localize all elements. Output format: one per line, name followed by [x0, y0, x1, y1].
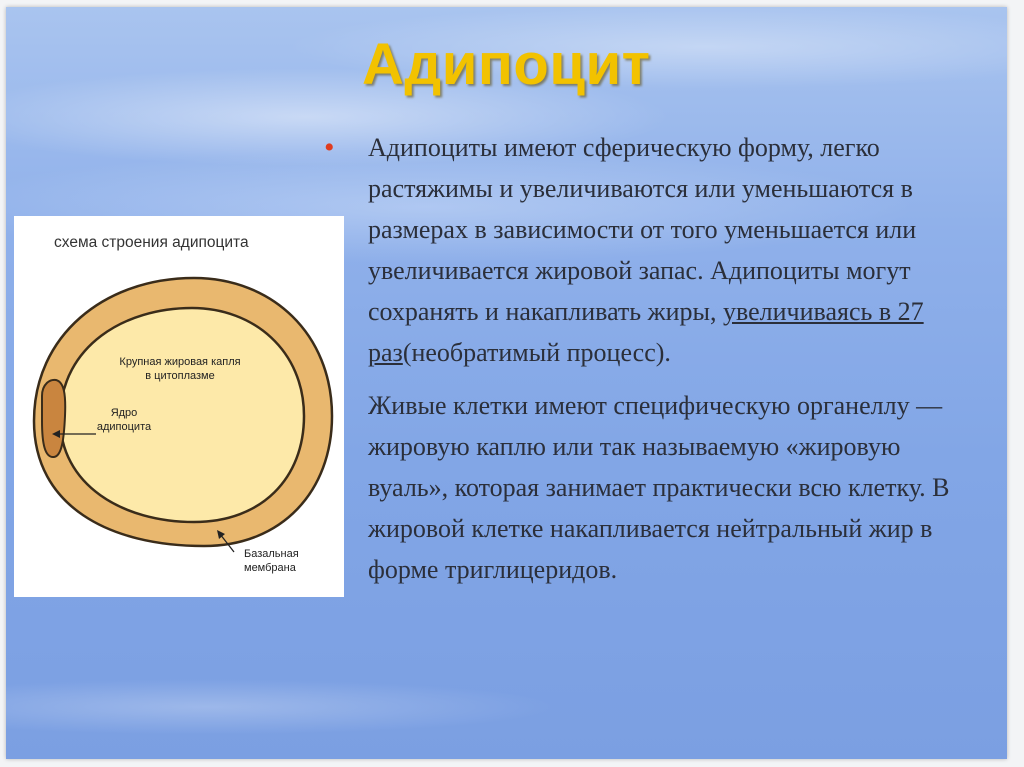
- adipocyte-diagram: [14, 216, 344, 597]
- diagram-title: схема строения адипоцита: [54, 234, 249, 251]
- nucleus-label-line1: Ядро: [110, 407, 138, 419]
- droplet-label-line1: Крупная жировая капля: [119, 356, 241, 368]
- paragraph-1-text: Адипоциты имеют сферическую форму, легко растяжимы и увеличиваются или уменьшаются в размерах в зависимости от того уменьшается или увеличивается жировой запас. Адипоциты могут сохранять и накапливать жиры,: [368, 133, 917, 326]
- paragraph-2: Живые клетки имеют специфическую органеллу — жировую каплю или так называемую «жировую вуаль», которая занимает практически всю клетку. В жировой клетке накапливается нейтральный жир в форме триглицеридов.: [368, 391, 950, 584]
- paragraph-1-underlined: увеличиваясь в 27 раз: [368, 297, 924, 367]
- nucleus: [42, 380, 65, 457]
- slide-title: Адипоцит: [362, 32, 651, 97]
- nucleus-label-line2: адипоцита: [96, 421, 152, 433]
- bullet-marker: •: [324, 131, 335, 164]
- paragraph-1: [324, 127, 964, 373]
- droplet-label-line2: в цитоплазме: [145, 370, 215, 382]
- slide-body: [324, 127, 964, 590]
- adipocyte-diagram-svg: [14, 216, 344, 597]
- membrane-label-line1: Базальная: [244, 548, 299, 560]
- fat-droplet: [60, 308, 304, 522]
- paragraph-1-tail: (необратимый процесс).: [402, 338, 671, 367]
- slide: [6, 7, 1007, 759]
- membrane-label-line2: мембрана: [244, 562, 296, 574]
